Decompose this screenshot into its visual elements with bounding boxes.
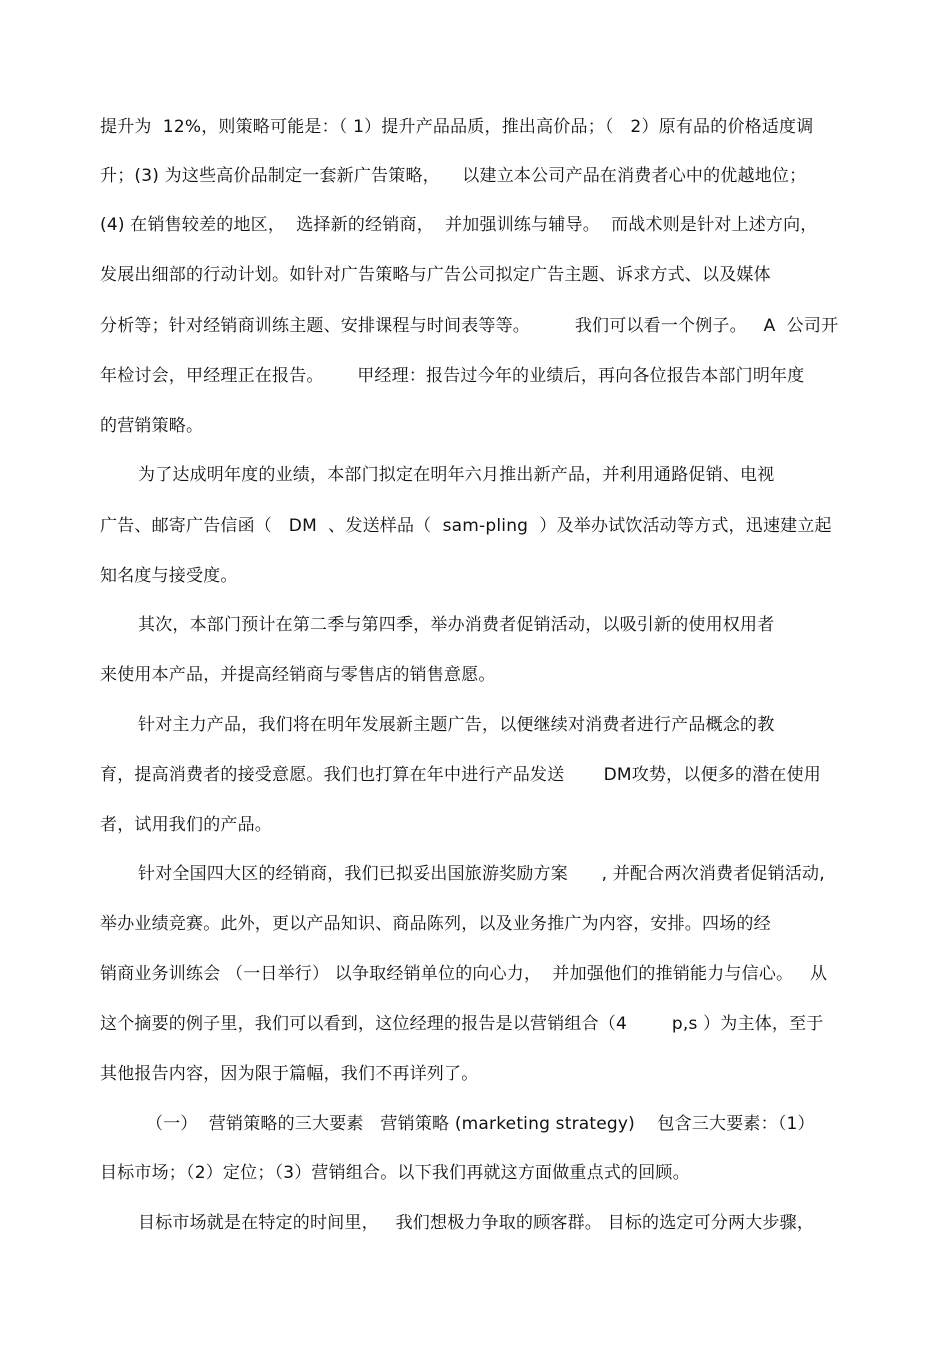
text-line: 广告、邮寄广告信函（ DM 、发送样品（ sam-pling ）及举办试饮活动等方式，迅速建立起 xyxy=(100,516,832,536)
text-line: 销商业务训练会 （一日举行） 以争取经销单位的向心力， 并加强他们的推销能力与信心。 从 xyxy=(100,964,828,984)
text-line: 升；(3) 为这些高价品制定一套新广告策略， 以建立本公司产品在消费者心中的优越地位； xyxy=(100,166,807,186)
text-line: 目标市场；（2）定位；（3）营销组合。以下我们再就这方面做重点式的回顾。 xyxy=(100,1163,690,1183)
text-line: (4) 在销售较差的地区， 选择新的经销商， 并加强训练与辅导。 而战术则是针对上述方向， xyxy=(100,215,818,235)
text-line: 发展出细部的行动计划。如针对广告策略与广告公司拟定广告主题、诉求方式、以及媒体 xyxy=(100,265,771,285)
text-line: 其次，本部门预计在第二季与第四季，举办消费者促销活动，以吸引新的使用权用者 xyxy=(138,615,775,635)
text-line: 年检讨会，甲经理正在报告。 甲经理：报告过今年的业绩后，再向各位报告本部门明年度 xyxy=(100,366,805,386)
text-line: 其他报告内容，因为限于篇幅，我们不再详列了。 xyxy=(100,1064,479,1084)
text-line: 针对全国四大区的经销商，我们已拟妥出国旅游奖励方案 , 并配合两次消费者促销活动, xyxy=(138,864,825,884)
text-line: 者，试用我们的产品。 xyxy=(100,815,272,835)
text-line: 目标市场就是在特定的时间里， 我们想极力争取的顾客群。 目标的选定可分两大步骤， xyxy=(138,1213,815,1233)
text-line: 举办业绩竞赛。此外，更以产品知识、商品陈列，以及业务推广为内容，安排。四场的经 xyxy=(100,914,771,934)
text-line: 知名度与接受度。 xyxy=(100,566,238,586)
text-line: 提升为 12%，则策略可能是：（ 1）提升产品品质，推出高价品；（ 2）原有品的价格适度调 xyxy=(100,117,814,137)
text-line: 分析等；针对经销商训练主题、安排课程与时间表等等。 我们可以看一个例子。 A 公司开 xyxy=(100,316,839,336)
text-line: 育，提高消费者的接受意愿。我们也打算在年中进行产品发送 DM攻势，以便多的潜在使用 xyxy=(100,765,821,785)
text-line: 来使用本产品，并提高经销商与零售店的销售意愿。 xyxy=(100,665,496,685)
text-line: 的营销策略。 xyxy=(100,416,204,436)
text-line: 为了达成明年度的业绩，本部门拟定在明年六月推出新产品，并利用通路促销、电视 xyxy=(138,465,775,485)
text-line: 这个摘要的例子里，我们可以看到，这位经理的报告是以营销组合（4 p,s ）为主体，至于 xyxy=(100,1014,824,1034)
text-line: 针对主力产品，我们将在明年发展新主题广告，以便继续对消费者进行产品概念的教 xyxy=(138,715,775,735)
text-line: （一） 营销策略的三大要素 营销策略 (marketing strategy) 包含三大要素：（1） xyxy=(146,1114,815,1134)
